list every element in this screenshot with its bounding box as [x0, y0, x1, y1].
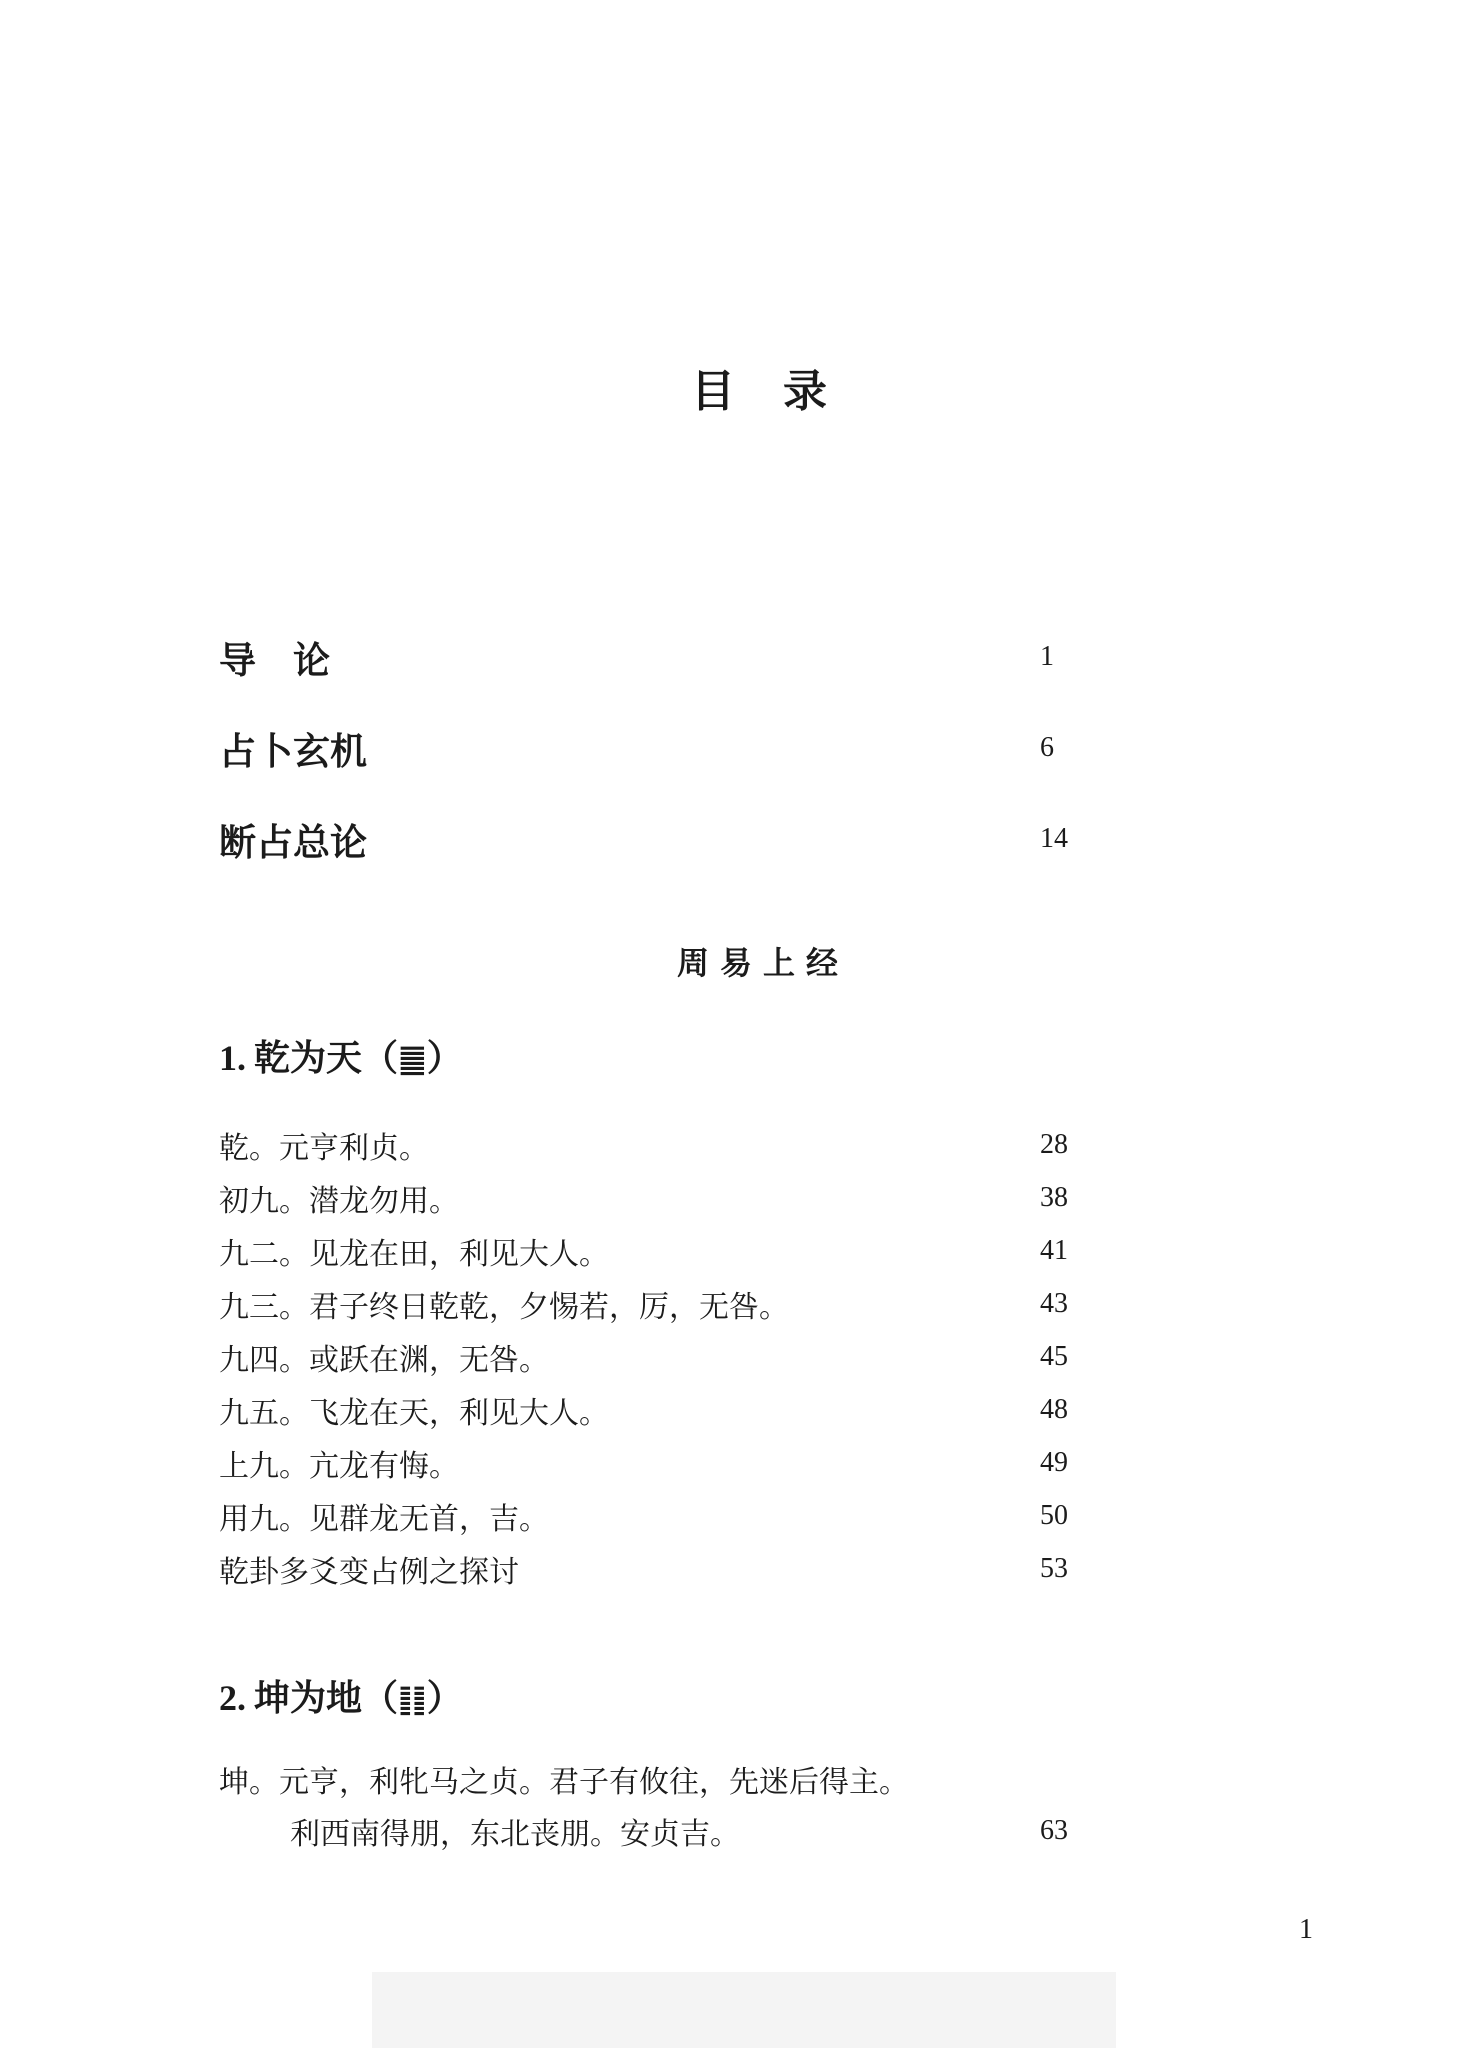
chapter-name: 乾为天	[254, 1038, 363, 1079]
toc-entry	[219, 1757, 1219, 1861]
chapter-heading	[219, 1676, 463, 1721]
part-title: 周易上经	[677, 944, 850, 982]
toc-entry	[219, 1281, 1219, 1334]
entry-page: 43	[1040, 1287, 1068, 1319]
front-matter-row	[219, 706, 1219, 797]
entry-text: 九二。见龙在田，利见大人。	[219, 1236, 609, 1272]
toc-title: 目 录	[691, 366, 829, 417]
chapter-heading	[219, 1036, 463, 1081]
kun-hexagram-icon: ䷁	[398, 1680, 427, 1718]
front-matter-label: 占卜玄机	[219, 729, 367, 773]
toc-entry	[219, 1334, 1219, 1387]
entry-text: 九三。君子终日乾乾，夕惕若，厉，无咎。	[219, 1289, 789, 1325]
front-matter-page: 14	[1040, 822, 1068, 854]
toc-entry	[219, 1122, 1219, 1175]
entry-text: 九五。飞龙在天，利见大人。	[219, 1396, 609, 1432]
front-matter-list	[219, 615, 1219, 888]
entry-page: 38	[1040, 1181, 1068, 1213]
chapter-number: 2.	[219, 1678, 246, 1718]
entry-line	[219, 1757, 1219, 1809]
entry-text-continued: 利西南得朋，东北丧朋。安贞吉。	[290, 1817, 740, 1852]
entry-page: 28	[1040, 1128, 1068, 1160]
entry-page: 53	[1040, 1553, 1068, 1585]
front-matter-row	[219, 615, 1219, 706]
toc-entry	[219, 1494, 1219, 1547]
entry-page: 63	[1040, 1815, 1068, 1847]
scan-shadow	[372, 1972, 1116, 2048]
toc-entry	[219, 1387, 1219, 1440]
toc-entry	[219, 1547, 1219, 1600]
close-paren: ）	[426, 1678, 463, 1719]
front-matter-page: 6	[1040, 731, 1054, 763]
entry-page: 48	[1040, 1394, 1068, 1426]
entry-text: 乾卦多爻变占例之探讨	[219, 1555, 519, 1591]
entry-page: 49	[1040, 1447, 1068, 1479]
close-paren: ）	[426, 1038, 463, 1079]
toc-entry	[219, 1441, 1219, 1494]
toc-entry	[219, 1175, 1219, 1228]
entry-page: 50	[1040, 1500, 1068, 1532]
entry-text: 九四。或跃在渊，无咎。	[219, 1342, 549, 1378]
front-matter-label: 导 论	[219, 638, 330, 682]
open-paren: （	[362, 1678, 399, 1719]
entry-page: 45	[1040, 1341, 1068, 1373]
page-number: 1	[1299, 1914, 1313, 1945]
chapter-name: 坤为地	[254, 1678, 363, 1719]
chapter-entries	[219, 1757, 1219, 1861]
chapter-number: 1.	[219, 1038, 246, 1078]
toc-entry	[219, 1228, 1219, 1281]
entry-text: 上九。亢龙有悔。	[219, 1449, 459, 1485]
entry-text: 坤。元亨，利牝马之贞。君子有攸往，先迷后得主。	[219, 1765, 909, 1800]
chapter-entries	[219, 1122, 1219, 1600]
front-matter-label: 断占总论	[219, 820, 367, 864]
entry-line	[219, 1809, 1219, 1861]
entry-text: 乾。元亨利贞。	[219, 1130, 429, 1166]
entry-text: 初九。潜龙勿用。	[219, 1183, 459, 1219]
entry-text: 用九。见群龙无首，吉。	[219, 1502, 549, 1538]
open-paren: （	[362, 1038, 399, 1079]
entry-page: 41	[1040, 1234, 1068, 1266]
front-matter-page: 1	[1040, 640, 1054, 672]
qian-hexagram-icon: ䷀	[398, 1040, 427, 1078]
front-matter-row	[219, 797, 1219, 888]
